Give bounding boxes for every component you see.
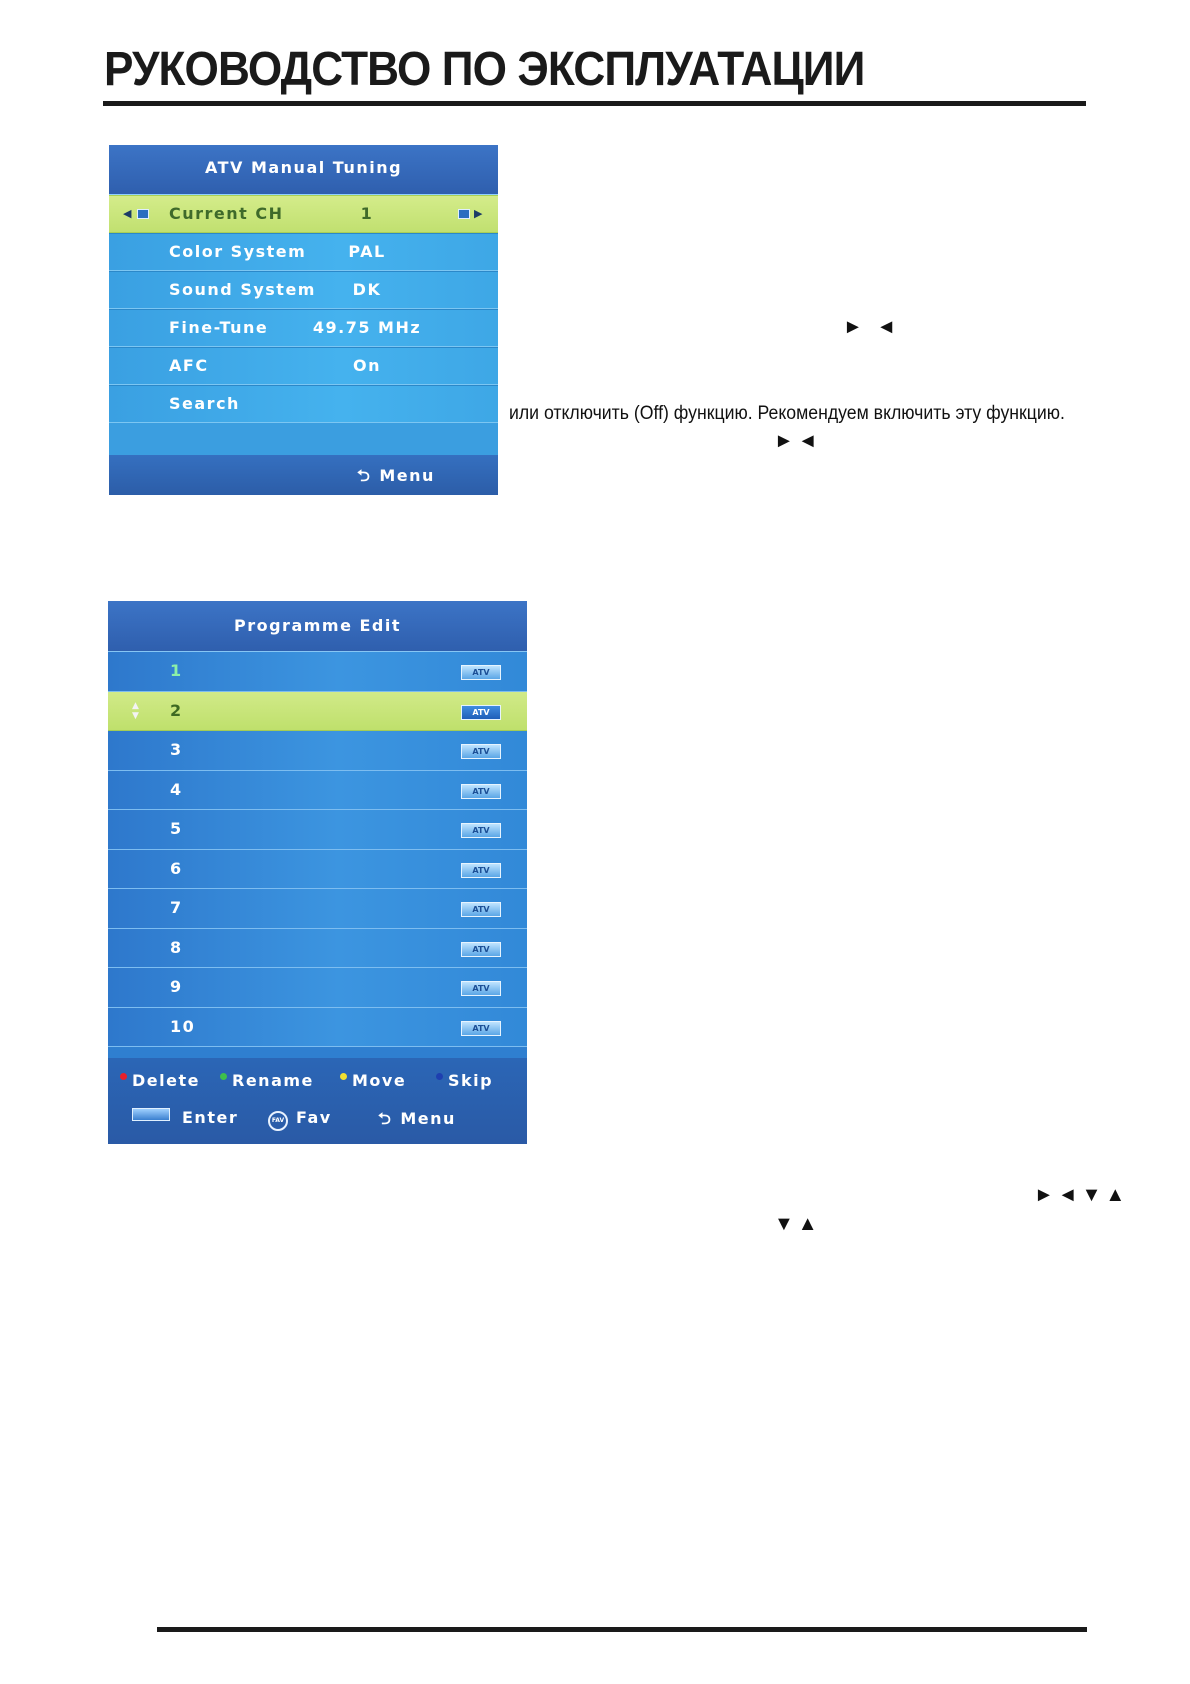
programme-row[interactable] [108,968,527,1008]
legend-label: Enter [182,1108,239,1127]
legend-label: Menu [400,1109,456,1128]
legend-move[interactable] [340,1071,406,1090]
legend-label: Rename [232,1071,314,1090]
atv-row-label: Search [169,394,240,413]
atv-row-current-ch[interactable] [109,195,498,233]
green-dot-icon [220,1073,227,1080]
enter-key-icon [132,1108,170,1121]
legend-delete[interactable] [120,1071,200,1090]
atv-badge: ATV [461,863,501,878]
atv-row-label: Current CH [169,204,284,223]
legend-label: Delete [132,1071,200,1090]
legend-enter[interactable] [132,1108,238,1127]
legend-label: Move [352,1071,407,1090]
atv-menu-footer [109,455,498,495]
programme-edit-title: Programme Edit [108,601,527,652]
atv-badge: ATV [461,823,501,838]
programme-edit-menu [108,601,527,1144]
programme-edit-legend [108,1058,527,1144]
return-icon: ⮌ [378,1109,393,1128]
atv-row-sound-system[interactable] [109,271,498,309]
edit-arrows-2: ▼▲ [774,1213,822,1235]
programme-row[interactable] [108,1008,527,1048]
programme-row[interactable] [108,771,527,811]
programme-row[interactable] [108,850,527,890]
programme-number: 1 [170,661,183,680]
legend-rename[interactable] [220,1071,314,1090]
atv-manual-tuning-menu [109,145,498,495]
programme-number: 5 [170,819,183,838]
atv-row-search[interactable] [109,385,498,423]
legend-fav[interactable] [268,1108,332,1131]
atv-row-value: On [353,356,381,375]
right-arrow-icon[interactable]: ▶ [454,196,484,232]
programme-number: 4 [170,779,183,799]
page-title: РУКОВОДСТВО ПО ЭКСПЛУАТАЦИИ [104,43,865,96]
legend-menu[interactable] [378,1108,456,1135]
atv-row-value: 49.75 MHz [312,318,422,337]
footer-rule [157,1627,1087,1632]
atv-row-label: Fine-Tune [169,318,269,337]
programme-row[interactable] [108,810,527,850]
atv-badge: ATV [461,902,501,917]
afc-arrows: ►◄ [774,430,822,452]
red-dot-icon [120,1073,127,1080]
programme-number: 7 [170,898,183,917]
fine-tune-arrows: ► ◄ [843,316,901,338]
programme-number: 2 [170,700,183,720]
programme-number: 3 [170,740,183,759]
fav-icon: FAV [268,1111,288,1131]
programme-row[interactable] [108,692,527,732]
legend-label: Fav [296,1108,332,1127]
atv-row-value: DK [352,280,382,299]
atv-row-label: Color System [169,242,307,261]
legend-skip[interactable] [436,1071,493,1090]
programme-number: 9 [170,977,183,996]
atv-badge: ATV [461,744,501,759]
blue-dot-icon [436,1073,443,1080]
atv-menu-title: ATV Manual Tuning [109,145,498,195]
yellow-dot-icon [340,1073,347,1080]
atv-badge: ATV [461,942,501,957]
programme-row[interactable] [108,889,527,929]
atv-row-label: Sound System [169,280,316,299]
atv-badge: ATV [461,981,501,996]
programme-number: 8 [170,937,183,957]
atv-row-value: PAL [348,242,386,261]
header-rule [103,101,1086,106]
programme-number: 10 [170,1016,196,1036]
legend-label: Skip [448,1071,494,1090]
atv-badge: ATV [461,1021,501,1036]
atv-badge: ATV [461,665,501,680]
move-updown-icon: ▲ ▼ [132,700,141,721]
atv-row-afc[interactable] [109,347,498,385]
menu-hint[interactable] [357,465,435,492]
menu-label: Menu [379,466,435,485]
programme-row[interactable] [108,652,527,692]
programme-row[interactable] [108,929,527,969]
programme-row[interactable] [108,731,527,771]
left-arrow-icon[interactable]: ◀ [123,196,153,232]
atv-badge: ATV [461,705,501,720]
atv-row-color-system[interactable] [109,233,498,271]
programme-number: 6 [170,858,183,878]
atv-row-value: 1 [360,204,374,223]
atv-row-label: AFC [169,356,209,375]
return-icon: ⮌ [357,466,372,485]
edit-arrows-1: ►◄▼▲ [1034,1184,1130,1206]
atv-badge: ATV [461,784,501,799]
afc-note: или отключить (Off) функцию. Рекомендуем включить эту функцию. [509,403,1065,424]
atv-row-fine-tune[interactable] [109,309,498,347]
